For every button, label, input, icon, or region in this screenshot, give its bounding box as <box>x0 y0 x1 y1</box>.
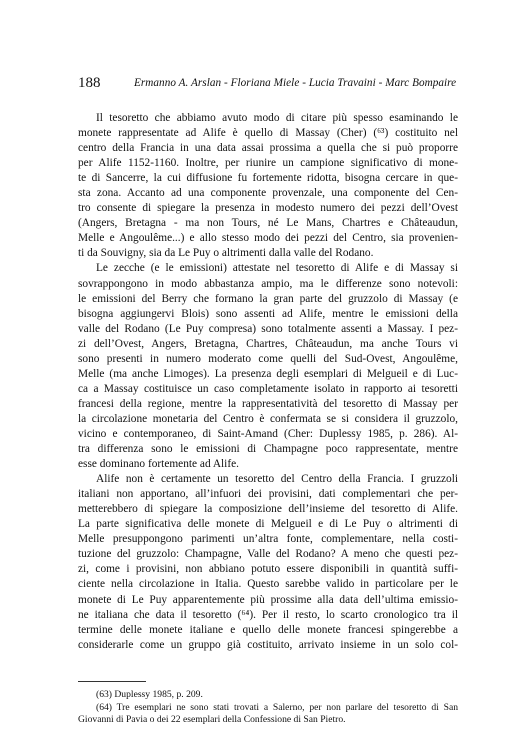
footnote-63: (63) Duplessy 1985, p. 209. <box>96 689 203 700</box>
page-header <box>78 74 458 94</box>
body-line: monete di Le Puy apparentemente più prossime alla data dell’ultima emissio- <box>78 593 458 606</box>
body-line: tra differenza sono le emissioni di Champagne poco rappresentate, mentre <box>78 443 458 456</box>
body-line: La parte significativa delle monete di Melgueil e di Le Puy o altrimenti di <box>78 518 458 531</box>
body-line: metterebbero di spiegare la composizione dell’insieme del tesoretto di Alife. <box>78 503 458 516</box>
body-line: ca a Massay costituisce un caso completamente isolato in rapporto ai tesoretti <box>78 382 458 395</box>
body-line: sono presenti in numero moderato come quelli del Sud-Ovest, Angoulême, <box>78 352 458 365</box>
body-line: considerarle come un gruppo già costituito, arrivato insieme in un solo col- <box>78 638 458 651</box>
body-line: te di Sancerre, la cui diffusione fu fortemente ridotta, bisogna cercare in que- <box>78 172 458 185</box>
body-line: valle del Rodano (Le Puy compresa) sono totalmente assenti a Massay. I pez- <box>78 322 458 335</box>
running-head-authors: Ermanno A. Arslan - Floriana Miele - Lucia Travaini - Marc Bompaire <box>134 77 457 89</box>
body-line: Alife non è certamente un tesoretto del Centro della Francia. I gruzzoli <box>96 473 458 486</box>
body-line: Melle presuppongono parimenti un’altra fonte, complementare, nella costi- <box>78 533 458 546</box>
body-line: Melle e Angoulême...) e allo stesso modo dei pezzi del Centro, sia provenien- <box>78 232 458 245</box>
body-line: centro della Francia in una data assai prossima a quella che si può proporre <box>78 142 458 155</box>
body-line: zi dell’Ovest, Angers, Bretagna, Chartres, Châteaudun, ma anche Tours vi <box>78 337 458 350</box>
body-line: tuzione del gruzzolo: Champagne, Valle del Rodano? A meno che questi pez- <box>78 548 458 561</box>
page-number: 188 <box>78 75 101 91</box>
body-line: Le zecche (e le emissioni) attestate nel tesoretto di Alife e di Massay si <box>96 262 458 275</box>
body-line: francesi della regione, mentre la rappresentatività del tesoretto di Massay per <box>78 397 458 410</box>
body-line: ciente nella circolazione in Italia. Questo sarebbe valido in particolare per le <box>78 578 458 591</box>
body-line: monete rappresentate ad Alife è quello di Massay (Cher) (⁶³) costituito nel <box>78 127 458 140</box>
body-line: ti da Souvigny, sia da Le Puy o altrimenti dalla valle del Rodano. <box>78 247 374 260</box>
body-line: tro consente di spiegare la presenza in modesto numero dei pezzi dell’Ovest <box>78 202 458 215</box>
body-line: termine delle monete italiane e quello delle monete francesi spingerebbe a <box>78 623 458 636</box>
body-line: le emissioni del Berry che formano la gran parte del gruzzolo di Massay (e <box>78 292 458 305</box>
body-line: Il tesoretto che abbiamo avuto modo di citare più spesso esaminando le <box>96 112 458 124</box>
body-line: la circolazione monetaria del Centro è confermata se si considera il gruzzolo, <box>78 412 458 425</box>
body-line: per Alife 1152-1160. Inoltre, per riunire un campione significativo di mone- <box>78 157 458 170</box>
body-line: sta zona. Accanto ad una componente provenzale, una componente del Cen- <box>78 187 458 200</box>
footnotes <box>78 689 458 727</box>
body-line: ne italiana che data il tesoretto (⁶⁴). Per il resto, lo scarto cronologico tra il <box>78 608 458 621</box>
body-line: zi, come i provisini, non abbiano potuto essere disponibili in quantità suffi- <box>78 563 458 576</box>
body-line: italiani non apportano, all’infuori dei provisini, dati complementari che per- <box>78 488 458 501</box>
body-line: bisogna aggiungervi Blois) sono assenti ad Alife, mentre le emissioni della <box>78 307 458 320</box>
body-line: Melle (ma anche Limoges). La presenza degli esemplari di Melgueil e di Luc- <box>78 367 458 380</box>
footnote-separator <box>78 681 146 682</box>
footnote-64-continuation: Giovanni di Pavia o dei 22 esemplari della Confessione di San Pietro. <box>78 714 346 726</box>
body-text <box>78 111 458 653</box>
body-line: (Angers, Bretagna - ma non Tours, né Le Mans, Chartres e Châteaudun, <box>78 217 458 230</box>
footnote-64: (64) Tre esemplari ne sono stati trovati a Salerno, per non parlare del tesoretto di San <box>96 701 458 713</box>
body-line: esse dominano fortemente ad Alife. <box>78 458 239 471</box>
body-line: sovrappongono in modo abbastanza ampio, ma le differenze sono notevoli: <box>78 277 458 290</box>
body-line: vicino e contemporaneo, di Saint-Amand (Cher: Duplessy 1985, p. 286). Al- <box>78 427 458 440</box>
